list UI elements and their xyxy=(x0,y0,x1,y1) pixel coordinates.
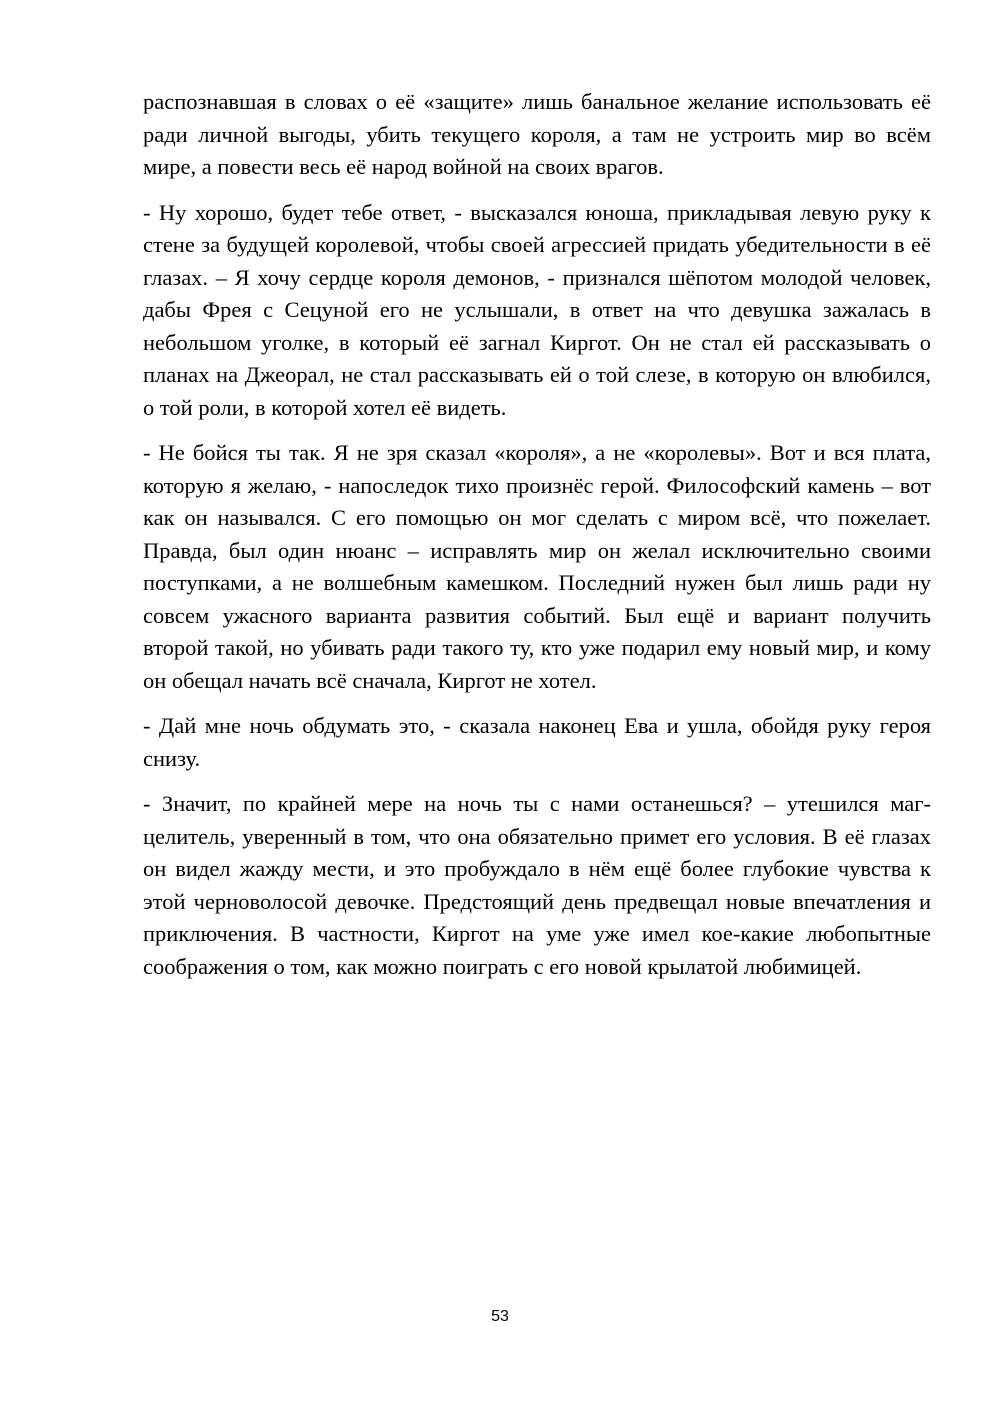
paragraph-3: - Не бойся ты так. Я не зря сказал «короля», а не «королевы». Вот и вся плата, которую я желаю, - напоследок тихо произнёс герой. Философский камень – вот как он назывался. С его помощью он мог сделать с миром всё, что пожелает. Правда, был один нюанс – исправлять мир он желал исключительно своими поступками, а не волшебным камешком. Последний нужен был лишь ради ну совсем ужасного варианта развития событий. Был ещё и вариант получить второй такой, но убивать ради такого ту, кто уже подарил ему новый мир, и кому он обещал начать всё сначала, Киргот не хотел. xyxy=(143,440,931,693)
paragraph-4: - Дай мне ночь обдумать это, - сказала наконец Ева и ушла, обойдя руку героя снизу. xyxy=(143,713,931,771)
paragraph-2: - Ну хорошо, будет тебе ответ, - высказался юноша, прикладывая левую руку к стене за будущей королевой, чтобы своей агрессией придать убедительности в её глазах. – Я хочу сердце короля демонов, - признался шёпотом молодой человек, дабы Фрея с Сецуной его не услышали, в ответ на что девушка зажалась в небольшом уголке, в который её загнал Киргот. Он не стал ей рассказывать о планах на Джеорал, не стал рассказывать ей о той слезе, в которую он влюбился, о той роли, в которой хотел её видеть. xyxy=(143,199,931,420)
paragraph-1: распознавшая в словах о её «защите» лишь банальное желание использовать её ради личной выгоды, убить текущего короля, а там не устроить мир во всём мире, а повести весь её народ войной на своих врагов. xyxy=(143,89,931,179)
text-body xyxy=(143,86,931,996)
page-number: 53 xyxy=(491,1308,509,1325)
paragraph-5: - Значит, по крайней мере на ночь ты с нами останешься? – утешился маг-целитель, уверенный в том, что она обязательно примет его условия. В её глазах он видел жажду мести, и это пробуждало в нём ещё более глубокие чувства к этой черноволосой девочке. Предстоящий день предвещал новые впечатления и приключения. В частности, Киргот на уме уже имел кое-какие любопытные соображения о том, как можно поиграть с его новой крылатой любимицей. xyxy=(143,791,931,979)
